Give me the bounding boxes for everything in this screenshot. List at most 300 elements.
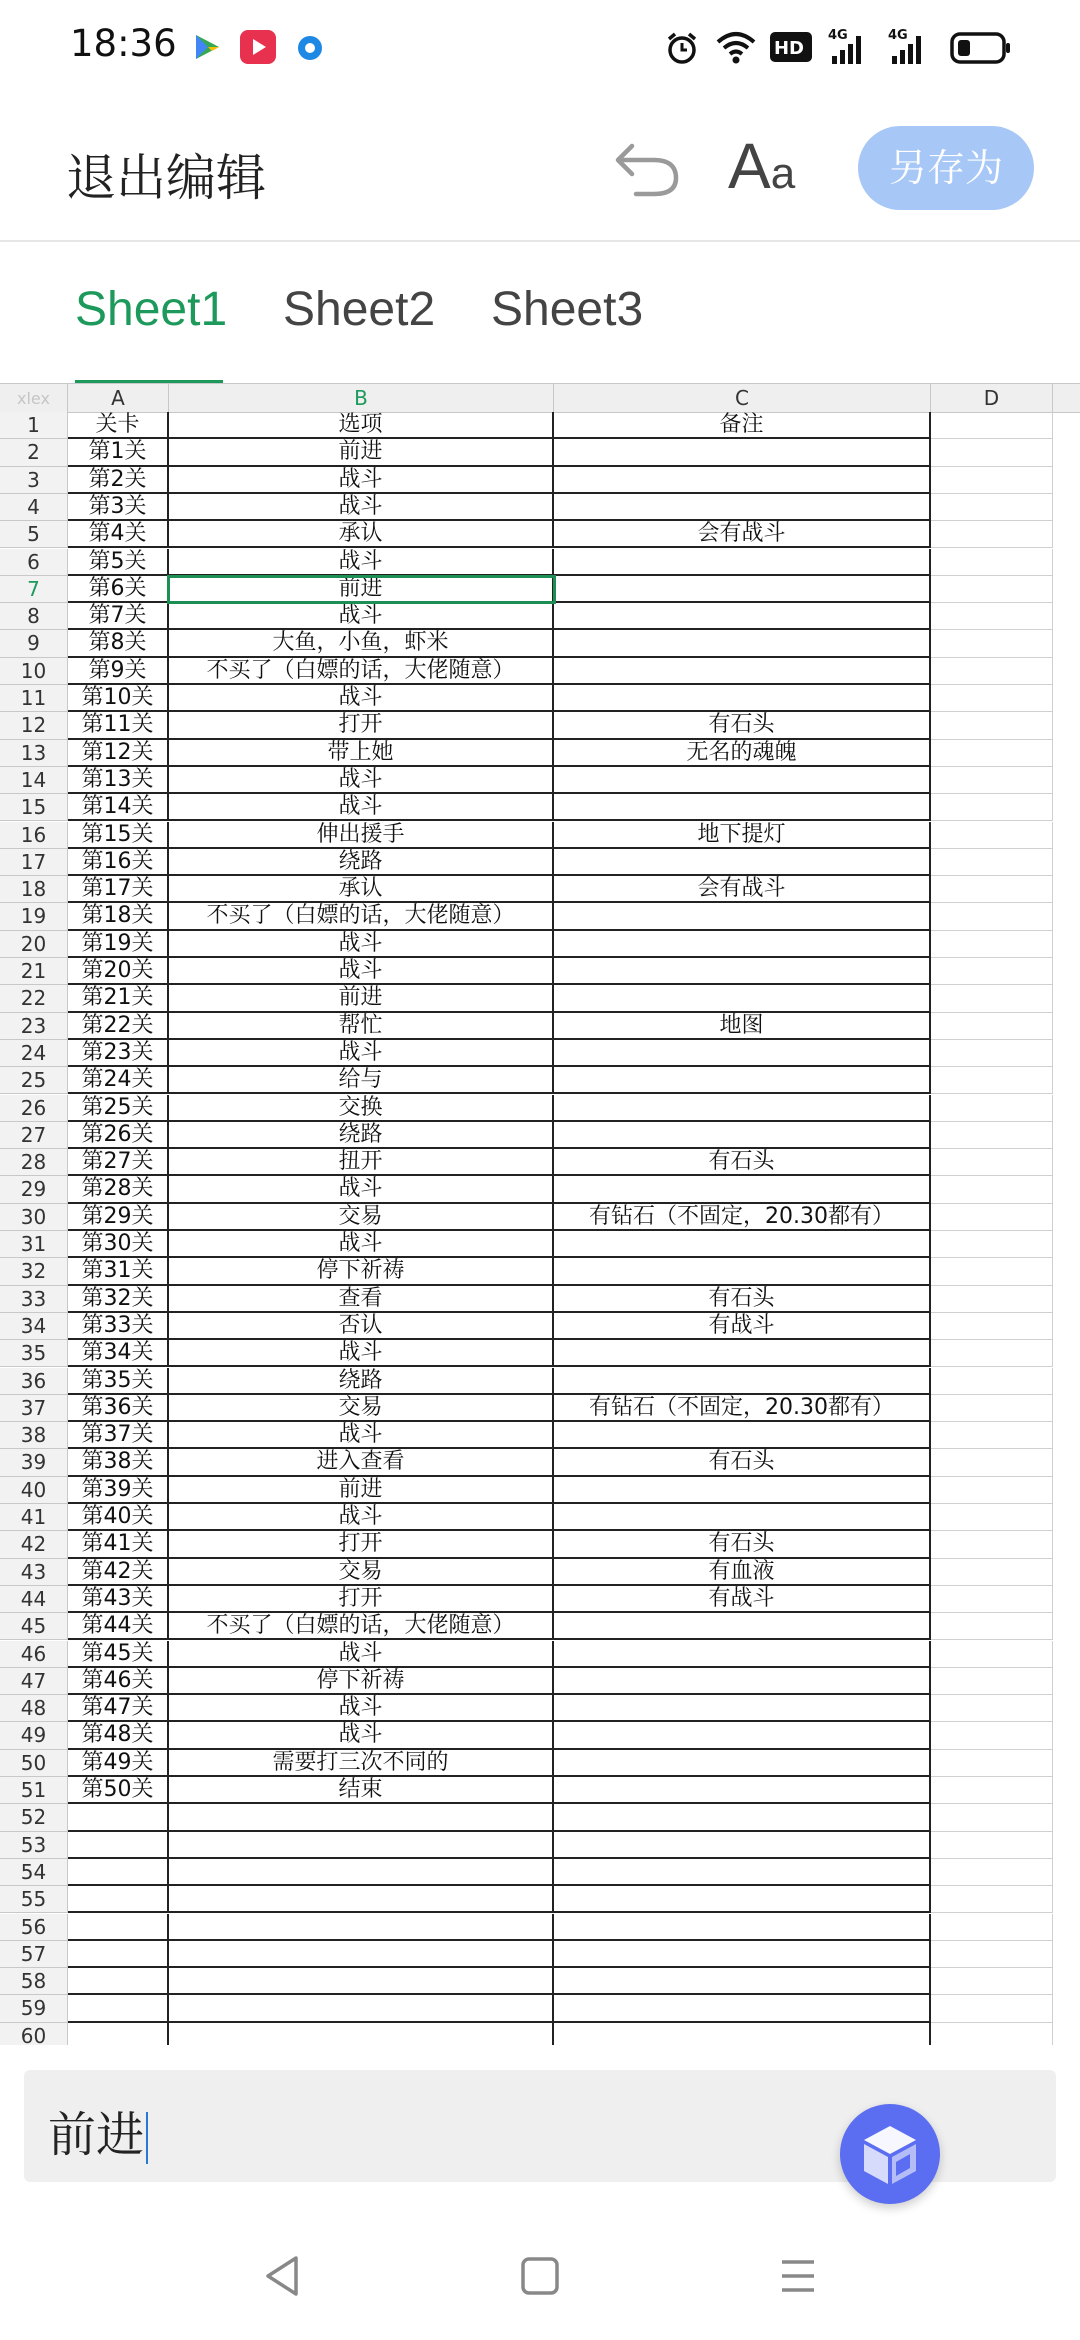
cell-c[interactable] xyxy=(554,1641,931,1668)
column-header-e[interactable] xyxy=(1053,384,1080,413)
cell-d[interactable] xyxy=(931,1395,1053,1422)
cell-c[interactable] xyxy=(554,630,931,657)
cell-c[interactable] xyxy=(554,1258,931,1285)
cell-d[interactable] xyxy=(931,630,1053,657)
cell-b[interactable]: 查看 xyxy=(169,1286,554,1313)
undo-icon[interactable] xyxy=(610,134,686,200)
cell-c[interactable] xyxy=(554,494,931,521)
cell-a[interactable] xyxy=(68,1914,169,1941)
cell-d[interactable] xyxy=(931,1586,1053,1613)
cell-c[interactable] xyxy=(554,903,931,930)
row-number[interactable]: 25 xyxy=(0,1067,68,1094)
row-number[interactable]: 11 xyxy=(0,685,68,712)
cell-d[interactable] xyxy=(931,494,1053,521)
cell-c[interactable]: 有钻石（不固定，20.30都有） xyxy=(554,1395,931,1422)
row-number[interactable]: 49 xyxy=(0,1722,68,1749)
cell-b[interactable]: 战斗 xyxy=(169,1231,554,1258)
cell-d[interactable] xyxy=(931,1013,1053,1040)
cell-d[interactable] xyxy=(931,767,1053,794)
cell-a[interactable] xyxy=(68,1804,169,1831)
cell-d[interactable] xyxy=(931,1422,1053,1449)
cell-d[interactable] xyxy=(931,849,1053,876)
back-icon[interactable] xyxy=(262,2254,302,2298)
cell-b[interactable]: 交换 xyxy=(169,1095,554,1122)
cell-a[interactable]: 第47关 xyxy=(68,1695,169,1722)
cell-a[interactable]: 第19关 xyxy=(68,931,169,958)
cell-b[interactable]: 战斗 xyxy=(169,1722,554,1749)
cell-a[interactable] xyxy=(68,1968,169,1995)
row-number[interactable]: 44 xyxy=(0,1586,68,1613)
row-number[interactable]: 50 xyxy=(0,1750,68,1777)
cell-c[interactable] xyxy=(554,1804,931,1831)
cell-a[interactable] xyxy=(68,1886,169,1913)
cell-a[interactable]: 第50关 xyxy=(68,1777,169,1804)
cell-b[interactable]: 扭开 xyxy=(169,1149,554,1176)
row-number[interactable]: 22 xyxy=(0,985,68,1012)
cell-d[interactable] xyxy=(931,1968,1053,1995)
cell-c[interactable] xyxy=(554,658,931,685)
floating-cube-button[interactable] xyxy=(840,2104,940,2204)
cell-a[interactable]: 关卡 xyxy=(68,412,169,439)
cell-a[interactable]: 第49关 xyxy=(68,1750,169,1777)
cell-b[interactable]: 战斗 xyxy=(169,603,554,630)
cell-b[interactable]: 战斗 xyxy=(169,767,554,794)
cell-b[interactable] xyxy=(169,2023,554,2045)
cell-b[interactable]: 战斗 xyxy=(169,1695,554,1722)
cell-b[interactable]: 战斗 xyxy=(169,685,554,712)
cell-a[interactable]: 第42关 xyxy=(68,1559,169,1586)
cell-b[interactable]: 打开 xyxy=(169,712,554,739)
cell-a[interactable]: 第35关 xyxy=(68,1368,169,1395)
cell-c[interactable] xyxy=(554,1422,931,1449)
row-number[interactable]: 41 xyxy=(0,1504,68,1531)
cell-a[interactable]: 第33关 xyxy=(68,1313,169,1340)
cell-c[interactable] xyxy=(554,794,931,821)
cell-c[interactable] xyxy=(554,1886,931,1913)
cell-d[interactable] xyxy=(931,1613,1053,1640)
cell-d[interactable] xyxy=(931,412,1053,439)
cell-c[interactable] xyxy=(554,467,931,494)
corner-cell[interactable]: xlex xyxy=(0,384,68,413)
row-number[interactable]: 59 xyxy=(0,1995,68,2022)
cell-a[interactable]: 第37关 xyxy=(68,1422,169,1449)
cell-d[interactable] xyxy=(931,1504,1053,1531)
cell-c[interactable] xyxy=(554,1668,931,1695)
cell-a[interactable]: 第2关 xyxy=(68,467,169,494)
row-number[interactable]: 58 xyxy=(0,1968,68,1995)
tab-sheet3[interactable]: Sheet3 xyxy=(491,283,644,336)
cell-d[interactable] xyxy=(931,1040,1053,1067)
cell-b[interactable]: 绕路 xyxy=(169,849,554,876)
row-number[interactable]: 29 xyxy=(0,1176,68,1203)
cell-d[interactable] xyxy=(931,1559,1053,1586)
row-number[interactable]: 14 xyxy=(0,767,68,794)
cell-d[interactable] xyxy=(931,822,1053,849)
cell-c[interactable]: 地下提灯 xyxy=(554,822,931,849)
row-number[interactable]: 53 xyxy=(0,1832,68,1859)
cell-a[interactable]: 第26关 xyxy=(68,1122,169,1149)
cell-a[interactable]: 第30关 xyxy=(68,1231,169,1258)
cell-c[interactable] xyxy=(554,1695,931,1722)
cell-b[interactable] xyxy=(169,1995,554,2022)
cell-edit-input[interactable] xyxy=(48,2096,148,2165)
cell-b[interactable]: 绕路 xyxy=(169,1368,554,1395)
cell-c[interactable] xyxy=(554,1832,931,1859)
cell-d[interactable] xyxy=(931,1449,1053,1476)
cell-c[interactable]: 有石头 xyxy=(554,1449,931,1476)
cell-a[interactable]: 第32关 xyxy=(68,1286,169,1313)
cell-d[interactable] xyxy=(931,712,1053,739)
cell-a[interactable]: 第44关 xyxy=(68,1613,169,1640)
cell-d[interactable] xyxy=(931,1095,1053,1122)
cell-a[interactable] xyxy=(68,1941,169,1968)
cell-c[interactable] xyxy=(554,1968,931,1995)
cell-d[interactable] xyxy=(931,439,1053,466)
row-number[interactable]: 12 xyxy=(0,712,68,739)
cell-a[interactable]: 第18关 xyxy=(68,903,169,930)
cell-b[interactable]: 交易 xyxy=(169,1395,554,1422)
cell-a[interactable]: 第48关 xyxy=(68,1722,169,1749)
cell-b[interactable] xyxy=(169,1886,554,1913)
cell-a[interactable]: 第27关 xyxy=(68,1149,169,1176)
row-number[interactable]: 20 xyxy=(0,931,68,958)
cell-a[interactable]: 第4关 xyxy=(68,521,169,548)
cell-c[interactable]: 备注 xyxy=(554,412,931,439)
cell-c[interactable] xyxy=(554,767,931,794)
cell-b[interactable]: 交易 xyxy=(169,1559,554,1586)
column-header-b[interactable]: B xyxy=(169,384,554,413)
row-number[interactable]: 17 xyxy=(0,849,68,876)
row-number[interactable]: 13 xyxy=(0,740,68,767)
cell-d[interactable] xyxy=(931,1886,1053,1913)
cell-c[interactable]: 地图 xyxy=(554,1013,931,1040)
cell-b[interactable]: 战斗 xyxy=(169,931,554,958)
font-style-button[interactable] xyxy=(728,126,818,206)
cell-a[interactable]: 第20关 xyxy=(68,958,169,985)
cell-b[interactable]: 战斗 xyxy=(169,1422,554,1449)
row-number[interactable]: 54 xyxy=(0,1859,68,1886)
cell-a[interactable]: 第45关 xyxy=(68,1641,169,1668)
cell-d[interactable] xyxy=(931,794,1053,821)
cell-c[interactable] xyxy=(554,1750,931,1777)
cell-d[interactable] xyxy=(931,740,1053,767)
row-number[interactable]: 7 xyxy=(0,576,68,603)
cell-b[interactable] xyxy=(169,1941,554,1968)
cell-c[interactable] xyxy=(554,1613,931,1640)
cell-b[interactable] xyxy=(169,1914,554,1941)
row-number[interactable]: 43 xyxy=(0,1559,68,1586)
row-number[interactable]: 5 xyxy=(0,521,68,548)
row-number[interactable]: 36 xyxy=(0,1368,68,1395)
cell-d[interactable] xyxy=(931,1176,1053,1203)
row-number[interactable]: 45 xyxy=(0,1613,68,1640)
row-number[interactable]: 34 xyxy=(0,1313,68,1340)
cell-a[interactable]: 第16关 xyxy=(68,849,169,876)
cell-c[interactable]: 会有战斗 xyxy=(554,521,931,548)
cell-d[interactable] xyxy=(931,1722,1053,1749)
cell-d[interactable] xyxy=(931,603,1053,630)
cell-d[interactable] xyxy=(931,1941,1053,1968)
cell-a[interactable]: 第23关 xyxy=(68,1040,169,1067)
cell-b[interactable]: 战斗 xyxy=(169,1340,554,1367)
cell-a[interactable]: 第40关 xyxy=(68,1504,169,1531)
row-number[interactable]: 57 xyxy=(0,1941,68,1968)
cell-a[interactable]: 第14关 xyxy=(68,794,169,821)
cell-a[interactable]: 第3关 xyxy=(68,494,169,521)
row-number[interactable]: 19 xyxy=(0,903,68,930)
cell-b[interactable]: 伸出援手 xyxy=(169,822,554,849)
cell-a[interactable]: 第29关 xyxy=(68,1204,169,1231)
cell-b[interactable]: 前进 xyxy=(169,576,554,603)
row-number[interactable]: 56 xyxy=(0,1914,68,1941)
cell-a[interactable]: 第11关 xyxy=(68,712,169,739)
cell-c[interactable] xyxy=(554,1777,931,1804)
row-number[interactable]: 16 xyxy=(0,822,68,849)
cell-b[interactable]: 战斗 xyxy=(169,958,554,985)
cell-b[interactable]: 给与 xyxy=(169,1067,554,1094)
save-as-button[interactable]: 另存为 xyxy=(858,126,1034,210)
cell-c[interactable] xyxy=(554,1995,931,2022)
cell-a[interactable]: 第31关 xyxy=(68,1258,169,1285)
cell-d[interactable] xyxy=(931,1750,1053,1777)
cell-d[interactable] xyxy=(931,1368,1053,1395)
cell-d[interactable] xyxy=(931,1995,1053,2022)
cell-c[interactable] xyxy=(554,1122,931,1149)
cell-c[interactable] xyxy=(554,603,931,630)
cell-a[interactable]: 第38关 xyxy=(68,1449,169,1476)
cell-b[interactable]: 帮忙 xyxy=(169,1013,554,1040)
row-number[interactable]: 31 xyxy=(0,1231,68,1258)
cell-d[interactable] xyxy=(931,876,1053,903)
cell-b[interactable]: 前进 xyxy=(169,1477,554,1504)
row-number[interactable]: 18 xyxy=(0,876,68,903)
cell-b[interactable]: 打开 xyxy=(169,1586,554,1613)
cell-b[interactable]: 战斗 xyxy=(169,467,554,494)
tab-sheet1[interactable]: Sheet1 xyxy=(75,283,228,336)
cell-b[interactable]: 打开 xyxy=(169,1531,554,1558)
row-number[interactable]: 28 xyxy=(0,1149,68,1176)
cell-d[interactable] xyxy=(931,685,1053,712)
cell-a[interactable]: 第34关 xyxy=(68,1340,169,1367)
cell-a[interactable]: 第25关 xyxy=(68,1095,169,1122)
cell-c[interactable] xyxy=(554,958,931,985)
cell-c[interactable]: 有石头 xyxy=(554,1149,931,1176)
row-number[interactable]: 15 xyxy=(0,794,68,821)
tab-sheet2[interactable]: Sheet2 xyxy=(283,283,436,336)
row-number[interactable]: 21 xyxy=(0,958,68,985)
cell-a[interactable] xyxy=(68,1995,169,2022)
cell-a[interactable]: 第6关 xyxy=(68,576,169,603)
cell-d[interactable] xyxy=(931,1914,1053,1941)
cell-d[interactable] xyxy=(931,1149,1053,1176)
cell-b[interactable]: 战斗 xyxy=(169,1176,554,1203)
row-number[interactable]: 23 xyxy=(0,1013,68,1040)
cell-c[interactable] xyxy=(554,685,931,712)
cell-b[interactable]: 战斗 xyxy=(169,549,554,576)
exit-edit-button[interactable]: 退出编辑 xyxy=(66,149,266,207)
cell-a[interactable]: 第22关 xyxy=(68,1013,169,1040)
cell-a[interactable]: 第46关 xyxy=(68,1668,169,1695)
cell-b[interactable]: 进入查看 xyxy=(169,1449,554,1476)
cell-a[interactable]: 第9关 xyxy=(68,658,169,685)
cell-a[interactable] xyxy=(68,1859,169,1886)
cell-d[interactable] xyxy=(931,1777,1053,1804)
cell-d[interactable] xyxy=(931,549,1053,576)
row-number[interactable]: 10 xyxy=(0,658,68,685)
row-number[interactable]: 2 xyxy=(0,439,68,466)
cell-d[interactable] xyxy=(931,1477,1053,1504)
cell-b[interactable]: 前进 xyxy=(169,985,554,1012)
cell-a[interactable]: 第12关 xyxy=(68,740,169,767)
menu-icon[interactable] xyxy=(778,2256,818,2296)
cell-a[interactable]: 第28关 xyxy=(68,1176,169,1203)
cell-a[interactable] xyxy=(68,2023,169,2045)
cell-b[interactable]: 前进 xyxy=(169,439,554,466)
row-number[interactable]: 35 xyxy=(0,1340,68,1367)
column-header-d[interactable]: D xyxy=(931,384,1053,413)
row-number[interactable]: 8 xyxy=(0,603,68,630)
cell-b[interactable] xyxy=(169,1832,554,1859)
cell-d[interactable] xyxy=(931,1668,1053,1695)
cell-c[interactable] xyxy=(554,1859,931,1886)
cell-d[interactable] xyxy=(931,931,1053,958)
cell-b[interactable]: 承认 xyxy=(169,876,554,903)
cell-c[interactable] xyxy=(554,1340,931,1367)
cell-d[interactable] xyxy=(931,1067,1053,1094)
cell-a[interactable]: 第8关 xyxy=(68,630,169,657)
cell-a[interactable]: 第21关 xyxy=(68,985,169,1012)
cell-b[interactable]: 需要打三次不同的 xyxy=(169,1750,554,1777)
cell-a[interactable]: 第24关 xyxy=(68,1067,169,1094)
row-number[interactable]: 9 xyxy=(0,630,68,657)
row-number[interactable]: 30 xyxy=(0,1204,68,1231)
cell-c[interactable] xyxy=(554,1095,931,1122)
cell-d[interactable] xyxy=(931,1641,1053,1668)
row-number[interactable]: 47 xyxy=(0,1668,68,1695)
cell-b[interactable]: 承认 xyxy=(169,521,554,548)
cell-b[interactable]: 绕路 xyxy=(169,1122,554,1149)
cell-b[interactable]: 否认 xyxy=(169,1313,554,1340)
cell-d[interactable] xyxy=(931,2023,1053,2045)
cell-b[interactable]: 结束 xyxy=(169,1777,554,1804)
row-number[interactable]: 27 xyxy=(0,1122,68,1149)
cell-d[interactable] xyxy=(931,576,1053,603)
cell-a[interactable]: 第43关 xyxy=(68,1586,169,1613)
row-number[interactable]: 4 xyxy=(0,494,68,521)
spreadsheet-grid[interactable] xyxy=(0,383,1080,2045)
cell-d[interactable] xyxy=(931,521,1053,548)
cell-d[interactable] xyxy=(931,1204,1053,1231)
cell-d[interactable] xyxy=(931,1859,1053,1886)
cell-d[interactable] xyxy=(931,1286,1053,1313)
cell-d[interactable] xyxy=(931,1340,1053,1367)
cell-b[interactable]: 战斗 xyxy=(169,494,554,521)
cell-a[interactable]: 第17关 xyxy=(68,876,169,903)
cell-a[interactable]: 第1关 xyxy=(68,439,169,466)
cell-c[interactable] xyxy=(554,1941,931,1968)
cell-c[interactable] xyxy=(554,1477,931,1504)
cell-c[interactable] xyxy=(554,1504,931,1531)
cell-c[interactable] xyxy=(554,931,931,958)
cell-b[interactable]: 战斗 xyxy=(169,1040,554,1067)
cell-b[interactable] xyxy=(169,1968,554,1995)
cell-b[interactable]: 战斗 xyxy=(169,794,554,821)
cell-b[interactable]: 选项 xyxy=(169,412,554,439)
cell-c[interactable]: 有钻石（不固定，20.30都有） xyxy=(554,1204,931,1231)
cell-c[interactable] xyxy=(554,549,931,576)
cell-c[interactable]: 有石头 xyxy=(554,1531,931,1558)
cell-b[interactable]: 战斗 xyxy=(169,1504,554,1531)
row-number[interactable]: 38 xyxy=(0,1422,68,1449)
cell-d[interactable] xyxy=(931,1231,1053,1258)
cell-d[interactable] xyxy=(931,467,1053,494)
row-number[interactable]: 3 xyxy=(0,467,68,494)
cell-d[interactable] xyxy=(931,903,1053,930)
cell-a[interactable]: 第13关 xyxy=(68,767,169,794)
cell-b[interactable]: 大鱼，小鱼，虾米 xyxy=(169,630,554,657)
cell-c[interactable] xyxy=(554,1722,931,1749)
cell-d[interactable] xyxy=(931,658,1053,685)
cell-c[interactable] xyxy=(554,439,931,466)
cell-a[interactable]: 第5关 xyxy=(68,549,169,576)
row-number[interactable]: 46 xyxy=(0,1641,68,1668)
cell-c[interactable] xyxy=(554,576,931,603)
cell-b[interactable]: 不买了（白嫖的话，大佬随意） xyxy=(169,1613,554,1640)
row-number[interactable]: 51 xyxy=(0,1777,68,1804)
column-header-a[interactable]: A xyxy=(68,384,169,413)
cell-a[interactable]: 第36关 xyxy=(68,1395,169,1422)
cell-c[interactable] xyxy=(554,849,931,876)
cell-c[interactable]: 有战斗 xyxy=(554,1586,931,1613)
cell-b[interactable] xyxy=(169,1859,554,1886)
row-number[interactable]: 32 xyxy=(0,1258,68,1285)
row-number[interactable]: 40 xyxy=(0,1477,68,1504)
cell-b[interactable]: 停下祈祷 xyxy=(169,1258,554,1285)
cell-d[interactable] xyxy=(931,958,1053,985)
cell-a[interactable]: 第10关 xyxy=(68,685,169,712)
row-number[interactable]: 6 xyxy=(0,549,68,576)
cell-b[interactable]: 带上她 xyxy=(169,740,554,767)
row-number[interactable]: 33 xyxy=(0,1286,68,1313)
cell-d[interactable] xyxy=(931,1531,1053,1558)
cell-c[interactable] xyxy=(554,985,931,1012)
cell-d[interactable] xyxy=(931,985,1053,1012)
row-number[interactable]: 24 xyxy=(0,1040,68,1067)
row-number[interactable]: 60 xyxy=(0,2023,68,2045)
cell-c[interactable]: 有石头 xyxy=(554,1286,931,1313)
cell-b[interactable]: 不买了（白嫖的话，大佬随意） xyxy=(169,658,554,685)
cell-b[interactable]: 不买了（白嫖的话，大佬随意） xyxy=(169,903,554,930)
cell-c[interactable] xyxy=(554,1176,931,1203)
row-number[interactable]: 26 xyxy=(0,1095,68,1122)
cell-c[interactable] xyxy=(554,1067,931,1094)
cell-c[interactable]: 有石头 xyxy=(554,712,931,739)
cell-d[interactable] xyxy=(931,1258,1053,1285)
row-number[interactable]: 48 xyxy=(0,1695,68,1722)
home-icon[interactable] xyxy=(520,2256,560,2296)
cell-b[interactable] xyxy=(169,1804,554,1831)
cell-a[interactable]: 第41关 xyxy=(68,1531,169,1558)
row-number[interactable]: 52 xyxy=(0,1804,68,1831)
cell-d[interactable] xyxy=(931,1695,1053,1722)
row-number[interactable]: 1 xyxy=(0,412,68,439)
row-number[interactable]: 42 xyxy=(0,1531,68,1558)
cell-c[interactable] xyxy=(554,1368,931,1395)
cell-a[interactable]: 第7关 xyxy=(68,603,169,630)
cell-c[interactable]: 有血液 xyxy=(554,1559,931,1586)
cell-b[interactable]: 停下祈祷 xyxy=(169,1668,554,1695)
cell-d[interactable] xyxy=(931,1313,1053,1340)
